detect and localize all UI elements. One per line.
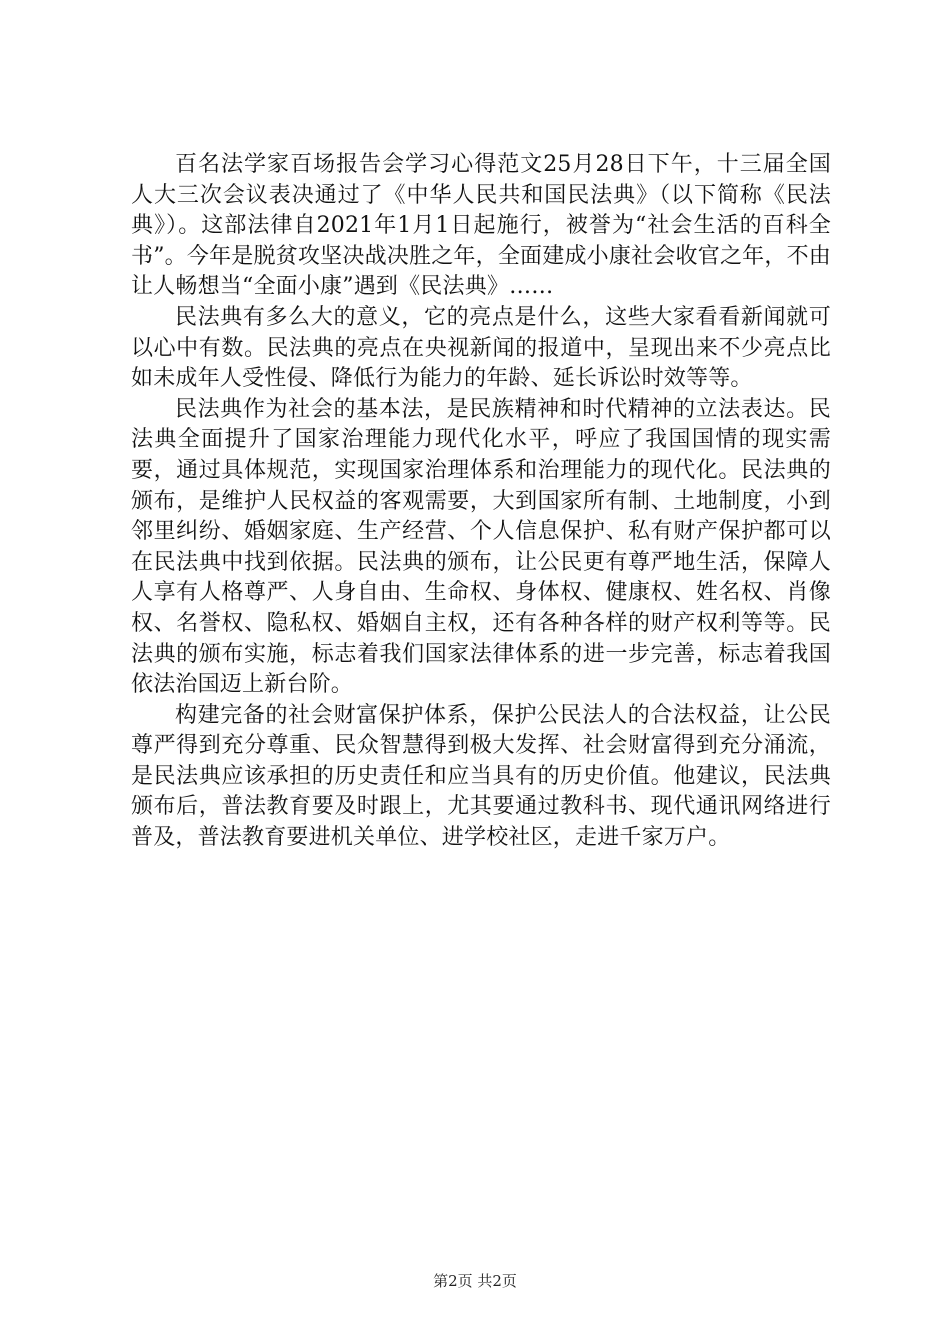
- paragraph-1: 百名法学家百场报告会学习心得范文25月28日下午，十三届全国人大三次会议表决通过了《中华人民共和国民法典》（以下简称《民法典》）。这部法律自2021年1月1日起施行，被誉为“社会生活的百科全书”。今年是脱贫攻坚决战决胜之年，全面建成小康社会收官之年，不由让人畅想当“全面小康”遇到《民法典》……: [131, 152, 831, 300]
- paragraph-4: 构建完备的社会财富保护体系，保护公民法人的合法权益，让公民尊严得到充分尊重、民众智慧得到极大发挥、社会财富得到充分涌流，是民法典应该承担的历史责任和应当具有的历史价值。他建议，民法典颁布后，普法教育要及时跟上，尤其要通过教科书、现代通讯网络进行普及，普法教育要进机关单位、进学校社区，走进千家万户。: [131, 702, 831, 851]
- paragraph-2: 民法典有多么大的意义，它的亮点是什么，这些大家看看新闻就可以心中有数。民法典的亮点在央视新闻的报道中，呈现出来不少亮点比如未成年人受性侵、降低行为能力的年龄、延长诉讼时效等等。: [131, 304, 831, 392]
- paragraph-3: 民法典作为社会的基本法，是民族精神和时代精神的立法表达。民法典全面提升了国家治理能力现代化水平，呼应了我国国情的现实需要，通过具体规范，实现国家治理体系和治理能力的现代化。民法典的颁布，是维护人民权益的客观需要，大到国家所有制、土地制度，小到邻里纠纷、婚姻家庭、生产经营、个人信息保护、私有财产保护都可以在民法典中找到依据。民法典的颁布，让公民更有尊严地生活，保障人人享有人格尊严、人身自由、生命权、身体权、健康权、姓名权、肖像权、名誉权、隐私权、婚姻自主权，还有各种各样的财产权利等等。民法典的颁布实施，标志着我们国家法律体系的进一步完善，标志着我国依法治国迈上新台阶。: [131, 396, 831, 698]
- document-body: [131, 150, 831, 854]
- page-footer: 第2页 共2页: [433, 1272, 517, 1290]
